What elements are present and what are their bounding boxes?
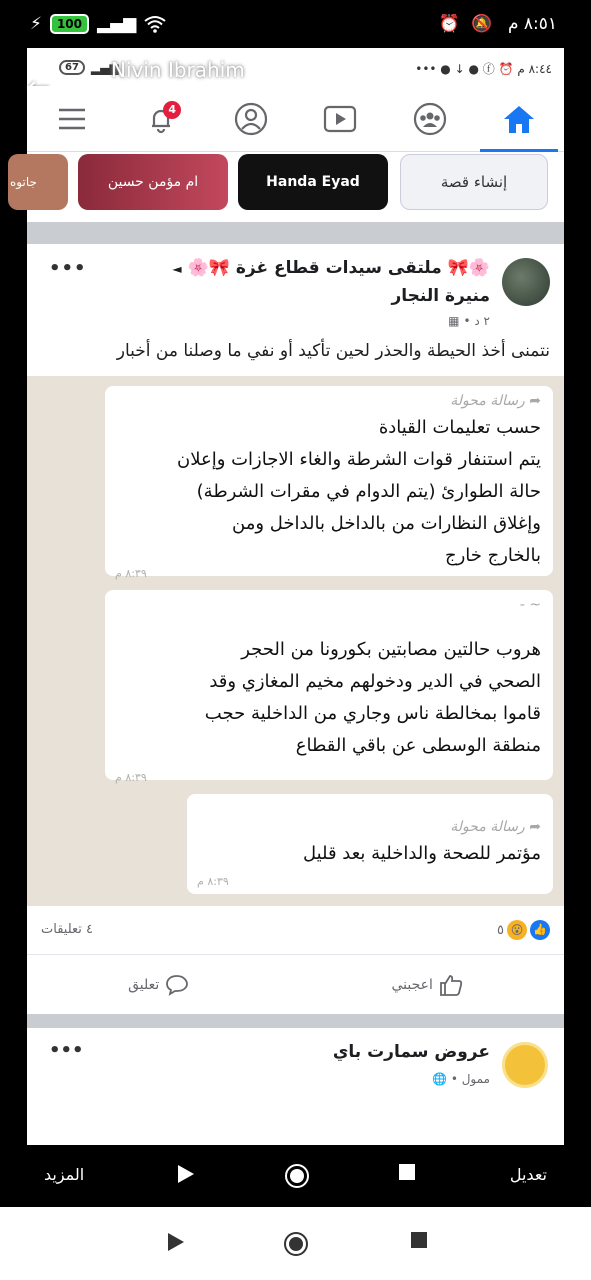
group-name-line[interactable] [172, 258, 490, 278]
inner-status-icons [59, 60, 119, 75]
reaction-summary[interactable] [497, 920, 550, 940]
comment-button[interactable] [128, 974, 189, 996]
group-privacy-icon: ▦ [448, 314, 460, 328]
inner-signal-icon: ▂▄▆ [90, 60, 119, 75]
message-time: ٨:٣٩ م [197, 875, 229, 888]
flower-emoji: 🌸 [187, 258, 209, 278]
signal-icon: ▂▄▆ [97, 14, 137, 34]
comment-label: تعليق [128, 976, 160, 993]
sponsored-label: ممول • [450, 1072, 490, 1086]
globe-icon: 🌐 [432, 1072, 447, 1086]
like-label: اعجبني [391, 976, 433, 993]
message-line: مؤتمر للصحة والداخلية بعد قليل [302, 843, 541, 864]
profile-icon[interactable] [229, 97, 273, 141]
feed-divider [27, 222, 564, 244]
charging-icon: ⚡ [30, 14, 42, 34]
message-time: ٨:٣٩ م [115, 567, 147, 580]
post-actions [27, 954, 564, 1014]
post-time: ٢ د • [463, 314, 490, 328]
play-icon[interactable] [176, 1163, 196, 1189]
edit-button[interactable]: تعديل [509, 1165, 547, 1184]
create-story-card[interactable] [400, 154, 548, 210]
sponsored-meta [432, 1072, 490, 1086]
forwarded-label: ➦ رسالة محولة [450, 393, 541, 409]
post-options-icon[interactable]: ••• [49, 1040, 84, 1061]
story-name: ام مؤمن حسين [107, 174, 199, 190]
story-name: جاتوه [10, 175, 37, 189]
like-reaction-icon: 👍 [530, 920, 550, 940]
message-line: منطقة الوسطى عن باقي القطاع [295, 735, 541, 756]
story-name: Handa Eyad [266, 174, 360, 190]
message-line: وإغلاق النظارات من بالداخل بالداخل ومن [232, 513, 541, 534]
notification-icons: ⏰ ⓕ ● ↓ ● ••• [415, 62, 514, 76]
stop-icon[interactable] [398, 1163, 416, 1185]
facebook-screenshot [10, 48, 564, 1145]
reactions-bar[interactable] [27, 906, 564, 954]
story-card[interactable] [78, 154, 228, 210]
reaction-count: ٥ [497, 922, 504, 938]
chat-screenshot-image[interactable] [27, 376, 564, 906]
more-button[interactable]: المزيد [44, 1165, 85, 1184]
device-status-bar [0, 0, 591, 48]
screenshot-editor-bar [0, 1145, 591, 1207]
bow-emoji: 🎀 [208, 258, 230, 278]
group-name: ملتقى سيدات قطاع غزة [235, 258, 442, 278]
comments-count[interactable]: ٤ تعليقات [41, 922, 94, 937]
message-line: قاموا بمخالطة ناس وجاري من الداخلية حجب [204, 703, 541, 724]
alarm-icon: ⏰ [438, 14, 460, 34]
status-time-area [439, 14, 557, 34]
battery-indicator: 100 [50, 14, 89, 34]
sponsored-post-header [27, 1028, 564, 1104]
system-navigation-bar [0, 1207, 591, 1280]
message-line: الصحي في الدير ودخولهم مخيم المغازي وقد [209, 671, 541, 692]
author-avatar[interactable] [502, 258, 550, 306]
story-card[interactable] [238, 154, 388, 210]
message-line: حالة الطوارئ (يتم الدوام في مقرات الشرطة) [196, 481, 541, 502]
watch-video-icon[interactable] [318, 97, 362, 141]
stories-row [10, 152, 564, 222]
back-icon[interactable] [166, 1231, 186, 1257]
feed-divider [27, 1014, 564, 1028]
bow-emoji: 🎀 [447, 258, 469, 278]
post-meta [448, 314, 490, 328]
inner-status-right [415, 60, 552, 77]
mute-icon: 🔕 [471, 14, 493, 34]
wifi-icon [144, 15, 166, 33]
feed-post [27, 244, 564, 1014]
chat-bubble [105, 590, 553, 784]
arrow-icon: ◄ [172, 262, 182, 276]
groups-icon[interactable] [408, 97, 452, 141]
thumbs-up-icon [439, 974, 463, 996]
like-button[interactable] [392, 974, 463, 996]
record-icon[interactable] [284, 1163, 310, 1193]
facebook-navbar [27, 86, 564, 152]
advertiser-name[interactable]: عروض سمارت باي [332, 1042, 490, 1062]
comment-icon [165, 974, 189, 996]
caller-name: Nivin Ibrahim [111, 58, 245, 82]
wow-reaction-icon: 😮 [507, 920, 527, 940]
notifications-badge: 4 [163, 101, 181, 119]
notifications-bell-icon[interactable] [139, 97, 183, 141]
forwarded-label: ➦ رسالة محولة [450, 819, 541, 835]
flower-emoji: 🌸 [468, 258, 490, 278]
advertiser-avatar[interactable] [502, 1042, 548, 1088]
message-line: حسب تعليمات القيادة [378, 417, 541, 438]
chat-bubble [187, 794, 553, 894]
post-options-icon[interactable]: ••• [49, 258, 87, 279]
message-line: هروب حالتين مصابتين بكورونا من الحجر [241, 639, 541, 660]
story-card[interactable] [8, 154, 68, 210]
status-icons [30, 14, 166, 34]
home-button-icon[interactable] [283, 1231, 309, 1261]
clock-time: ٨:٥١ م [507, 14, 557, 34]
author-name[interactable]: منيرة النجار [391, 286, 490, 306]
forwarded-label: ~ - [519, 597, 541, 613]
inner-status-bar [27, 48, 564, 86]
menu-icon[interactable] [50, 97, 94, 141]
post-text: نتمنى أخذ الحيطة والحذر لحين تأكيد أو نفي ما وصلنا من أخبار [116, 341, 550, 361]
post-header [27, 244, 564, 336]
inner-clock: ٨:٤٤ م [517, 62, 552, 76]
recents-icon[interactable] [410, 1231, 428, 1253]
message-line: يتم استنفار قوات الشرطة والغاء الاجازات وإعلان [177, 449, 541, 470]
create-story-label: إنشاء قصة [440, 173, 508, 191]
message-line: بالخارج خارج [444, 545, 541, 566]
battery-pill: 67 [59, 60, 85, 75]
home-icon[interactable] [497, 97, 541, 141]
message-time: ٨:٣٩ م [115, 771, 147, 784]
chat-bubble [105, 386, 553, 580]
